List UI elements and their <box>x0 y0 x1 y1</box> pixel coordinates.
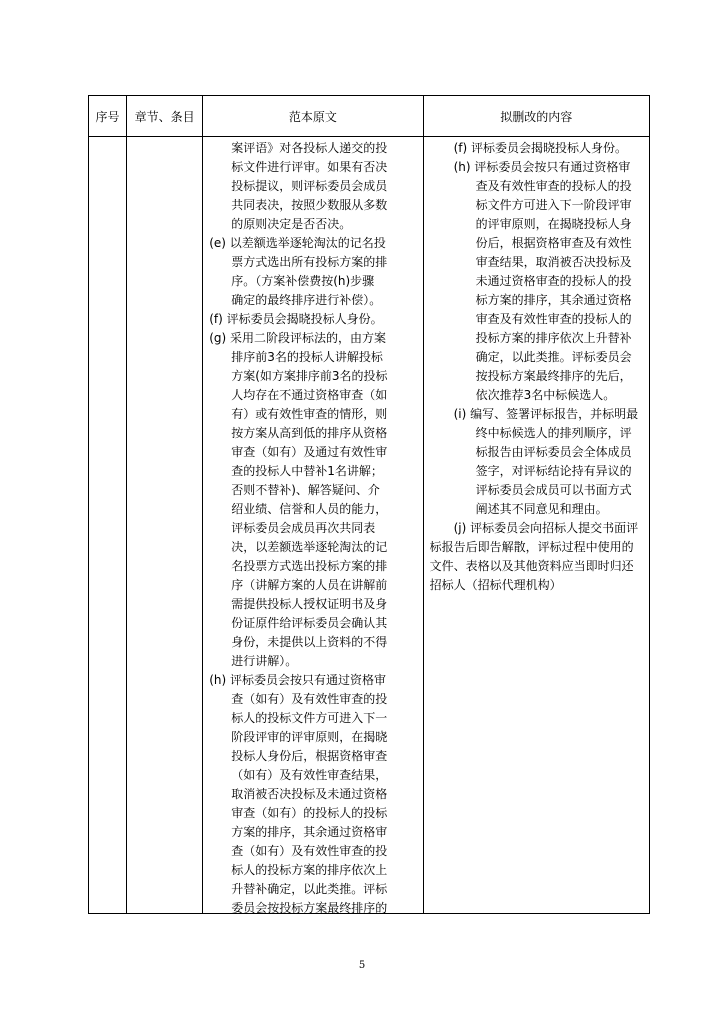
revised-text-line: 标报告由评标委员会全体成员 <box>475 445 632 459</box>
revised-text-line: 评标委员会成员可以书面方式 <box>475 483 632 497</box>
revised-text-line: 阐述其不同意见和理由。 <box>475 502 608 516</box>
revised-text-line: 按投标方案最终排序的先后， <box>475 369 632 383</box>
original-text-line: 审查（如有）及通过有效性审 <box>231 445 388 459</box>
revised-text-line: 文件、表格以及其他资料应当即时归还 <box>429 559 634 573</box>
revised-text-line: 标文件方可进入下一阶段评审 <box>475 198 632 212</box>
revised-text-line: 终中标候选人的排列顺序，评 <box>475 426 632 440</box>
original-text-line: 需提供投标人授权证明书及身 <box>231 597 388 611</box>
original-text-line: 按方案从高到低的排序从资格 <box>231 426 388 440</box>
original-text-line: 方案(如方案排序前3名的投标 <box>231 369 388 383</box>
original-text-line: 确定的最终排序进行补偿）。 <box>231 293 382 307</box>
revised-text-line: 审查及有效性审查的投标人的 <box>475 312 632 326</box>
original-text-line: 名投票方式选出投标方案的排 <box>231 559 388 573</box>
original-text-line: 否则不替补)、解答疑问、介 <box>231 483 380 497</box>
original-text-line: 查（如有）及有效性审查的投 <box>231 844 388 858</box>
original-text-line: 有）或有效性审查的情形，则 <box>231 407 388 421</box>
revised-text-line: 审查结果，取消被否决投标及 <box>475 255 632 269</box>
seq-cell <box>89 137 127 914</box>
original-text-line: 进行讲解）。 <box>231 654 298 668</box>
original-text-line: 查（如有）及有效性审查的投 <box>231 692 388 706</box>
original-text-line: 标人的投标方案的排序依次上 <box>231 863 388 877</box>
original-text-line: 评标委员会成员再次共同表 <box>231 521 376 535</box>
header-seq: 序号 <box>89 96 127 137</box>
original-text-line: 人均存在不通过资格审查（如 <box>231 388 388 402</box>
original-text-line: 份证原件给评标委员会确认其 <box>231 616 388 630</box>
original-text-line: 投标人身份后，根据资格审查 <box>231 749 388 763</box>
revised-text-line: 未通过资格审查的投标人的投 <box>475 274 632 288</box>
revised-text-line: 签字，对评标结论持有异议的 <box>475 464 632 478</box>
revised-text-line: (i) 编写、签署评标报告，并标明最 <box>453 407 639 421</box>
original-text-line: 标文件进行评审。如果有否决 <box>231 160 388 174</box>
revised-text-line: 确定，以此类推。评标委员会 <box>475 350 632 364</box>
original-text-line: （如有）及有效性审查结果， <box>231 768 388 782</box>
original-text-line: 序。（方案补偿费按(h)步骤 <box>231 274 375 288</box>
header-row <box>89 96 650 137</box>
original-text-line: 取消被否决投标及未通过资格 <box>231 787 388 801</box>
original-text-line: 投标提议，则评标委员会成员 <box>231 179 388 193</box>
revised-text-line: 份后，根据资格审查及有效性 <box>475 236 632 250</box>
revised-text-line: 依次推荐3名中标候选人。 <box>475 388 616 402</box>
original-text-line: 查的投标人中替补1名讲解； <box>231 464 383 478</box>
chapter-cell <box>127 137 203 914</box>
revised-text-line: 查及有效性审查的投标人的投 <box>475 179 632 193</box>
revised-text-line: 标方案的排序，其余通过资格 <box>475 293 632 307</box>
table-row <box>89 137 650 914</box>
original-text-line: 决，以差额选举逐轮淘汰的记 <box>231 540 388 554</box>
revised-text-line: 标报告后即告解散，评标过程中使用的 <box>429 540 634 554</box>
original-text-line: (f) 评标委员会揭晓投标人身份。 <box>209 312 383 326</box>
original-text-line: 案评语》对各投标人递交的投 <box>231 141 388 155</box>
original-text-line: 委员会按投标方案最终排序的 <box>231 901 388 913</box>
header-original: 范本原文 <box>203 96 423 137</box>
original-text-line: 阶段评审的评审原则，在揭晓 <box>231 730 388 744</box>
header-chapter: 章节、条目 <box>127 96 203 137</box>
original-text-line: (e) 以差额选举逐轮淘汰的记名投 <box>209 236 386 250</box>
original-text-line: 序（讲解方案的人员在讲解前 <box>231 578 388 592</box>
original-text-line: 票方式选出所有投标方案的排 <box>231 255 388 269</box>
revised-text-line: 的评审原则，在揭晓投标人身 <box>475 217 632 231</box>
revised-text-line: (f) 评标委员会揭晓投标人身份。 <box>453 141 627 155</box>
original-text-line: 排序前3名的投标人讲解投标 <box>231 350 383 364</box>
original-text-cell <box>203 137 423 914</box>
original-text-line: 方案的排序，其余通过资格审 <box>231 825 388 839</box>
original-text-line: 的原则决定是否否决。 <box>231 217 352 231</box>
original-text-line: 绍业绩、信誉和人员的能力， <box>231 502 388 516</box>
original-text-line: (h) 评标委员会按只有通过资格审 <box>209 673 386 687</box>
original-text-line: 审查（如有）的投标人的投标 <box>231 806 388 820</box>
revised-text-cell <box>423 137 649 914</box>
original-text-line: 共同表决，按照少数服从多数 <box>231 198 388 212</box>
revised-text-line: (h) 评标委员会按只有通过资格审 <box>453 160 631 174</box>
page-number: 5 <box>358 960 366 971</box>
original-text-line: 身份，未提供以上资料的不得 <box>231 635 388 649</box>
revised-text-line: 投标方案的排序依次上升替补 <box>475 331 632 345</box>
header-revised: 拟删改的内容 <box>423 96 649 137</box>
original-text-line: 标人的投标文件方可进入下一 <box>231 711 388 725</box>
original-text-line: 升替补确定，以此类推。评标 <box>231 882 388 896</box>
revised-text-line: (j) 评标委员会向招标人提交书面评 <box>453 521 639 535</box>
comparison-table <box>88 95 650 914</box>
revised-text-line: 招标人（招标代理机构） <box>429 578 562 592</box>
original-text-line: (g) 采用二阶段评标法的，由方案 <box>209 331 386 345</box>
